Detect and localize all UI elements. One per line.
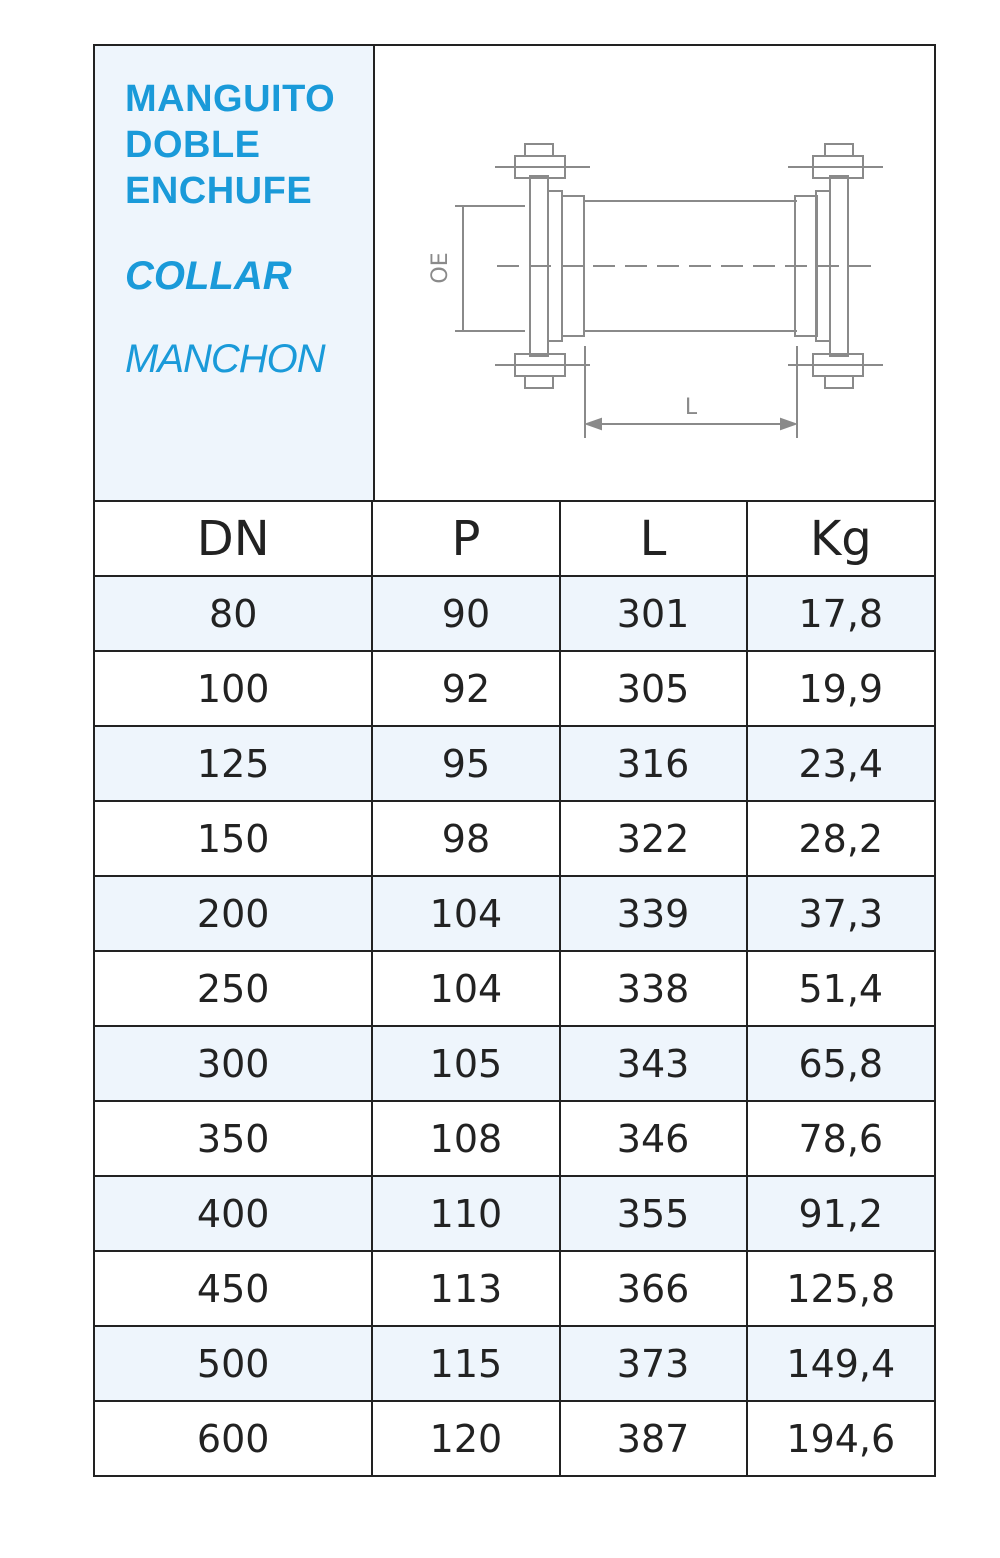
cell-kg: 65,8 — [747, 1026, 935, 1101]
spec-sheet — [93, 44, 936, 1477]
cell-kg: 19,9 — [747, 651, 935, 726]
product-name-french: MANCHON — [125, 337, 325, 381]
dimensions-table — [93, 500, 936, 1477]
cell-dn: 100 — [94, 651, 372, 726]
cell-dn: 250 — [94, 951, 372, 1026]
title-line-3: ENCHUFE — [125, 170, 313, 212]
cell-dn: 300 — [94, 1026, 372, 1101]
technical-drawing-cell — [375, 46, 934, 500]
cell-kg: 125,8 — [747, 1251, 935, 1326]
cell-p: 104 — [372, 951, 559, 1026]
cell-kg: 37,3 — [747, 876, 935, 951]
cell-l: 301 — [560, 576, 747, 651]
cell-p: 90 — [372, 576, 559, 651]
collar-technical-drawing — [375, 46, 934, 500]
cell-l: 338 — [560, 951, 747, 1026]
cell-dn: 600 — [94, 1401, 372, 1476]
cell-l: 339 — [560, 876, 747, 951]
cell-l: 366 — [560, 1251, 747, 1326]
diameter-dimension-label: OE — [428, 252, 453, 284]
cell-l: 322 — [560, 801, 747, 876]
cell-l: 343 — [560, 1026, 747, 1101]
cell-dn: 400 — [94, 1176, 372, 1251]
cell-kg: 51,4 — [747, 951, 935, 1026]
cell-dn: 150 — [94, 801, 372, 876]
cell-p: 120 — [372, 1401, 559, 1476]
header-p: P — [372, 501, 559, 576]
cell-dn: 350 — [94, 1101, 372, 1176]
table-row — [94, 1251, 935, 1326]
cell-p: 108 — [372, 1101, 559, 1176]
table-row — [94, 1026, 935, 1101]
cell-kg: 17,8 — [747, 576, 935, 651]
length-dimension-label: L — [684, 395, 698, 420]
cell-kg: 78,6 — [747, 1101, 935, 1176]
table-row — [94, 1176, 935, 1251]
cell-dn: 500 — [94, 1326, 372, 1401]
product-name-english: COLLAR — [125, 254, 292, 298]
product-name-spanish — [125, 76, 373, 214]
cell-p: 98 — [372, 801, 559, 876]
title-line-2: DOBLE — [125, 124, 261, 166]
header-panel — [93, 44, 936, 502]
table-row — [94, 951, 935, 1026]
cell-p: 104 — [372, 876, 559, 951]
cell-dn: 450 — [94, 1251, 372, 1326]
product-title-cell — [95, 46, 375, 500]
cell-kg: 149,4 — [747, 1326, 935, 1401]
cell-p: 105 — [372, 1026, 559, 1101]
cell-dn: 80 — [94, 576, 372, 651]
header-kg: Kg — [747, 501, 935, 576]
cell-kg: 23,4 — [747, 726, 935, 801]
cell-p: 95 — [372, 726, 559, 801]
table-row — [94, 1101, 935, 1176]
cell-kg: 194,6 — [747, 1401, 935, 1476]
table-row — [94, 726, 935, 801]
header-l: L — [560, 501, 747, 576]
table-row — [94, 576, 935, 651]
table-row — [94, 1401, 935, 1476]
table-row — [94, 801, 935, 876]
cell-p: 113 — [372, 1251, 559, 1326]
cell-dn: 125 — [94, 726, 372, 801]
cell-p: 92 — [372, 651, 559, 726]
table-row — [94, 876, 935, 951]
cell-l: 316 — [560, 726, 747, 801]
title-line-1: MANGUITO — [125, 78, 336, 120]
cell-p: 115 — [372, 1326, 559, 1401]
cell-l: 346 — [560, 1101, 747, 1176]
cell-l: 355 — [560, 1176, 747, 1251]
table-row — [94, 1326, 935, 1401]
cell-l: 305 — [560, 651, 747, 726]
cell-l: 373 — [560, 1326, 747, 1401]
cell-kg: 91,2 — [747, 1176, 935, 1251]
cell-kg: 28,2 — [747, 801, 935, 876]
cell-p: 110 — [372, 1176, 559, 1251]
cell-dn: 200 — [94, 876, 372, 951]
table-row — [94, 651, 935, 726]
header-dn: DN — [94, 501, 372, 576]
table-header-row — [94, 501, 935, 576]
cell-l: 387 — [560, 1401, 747, 1476]
